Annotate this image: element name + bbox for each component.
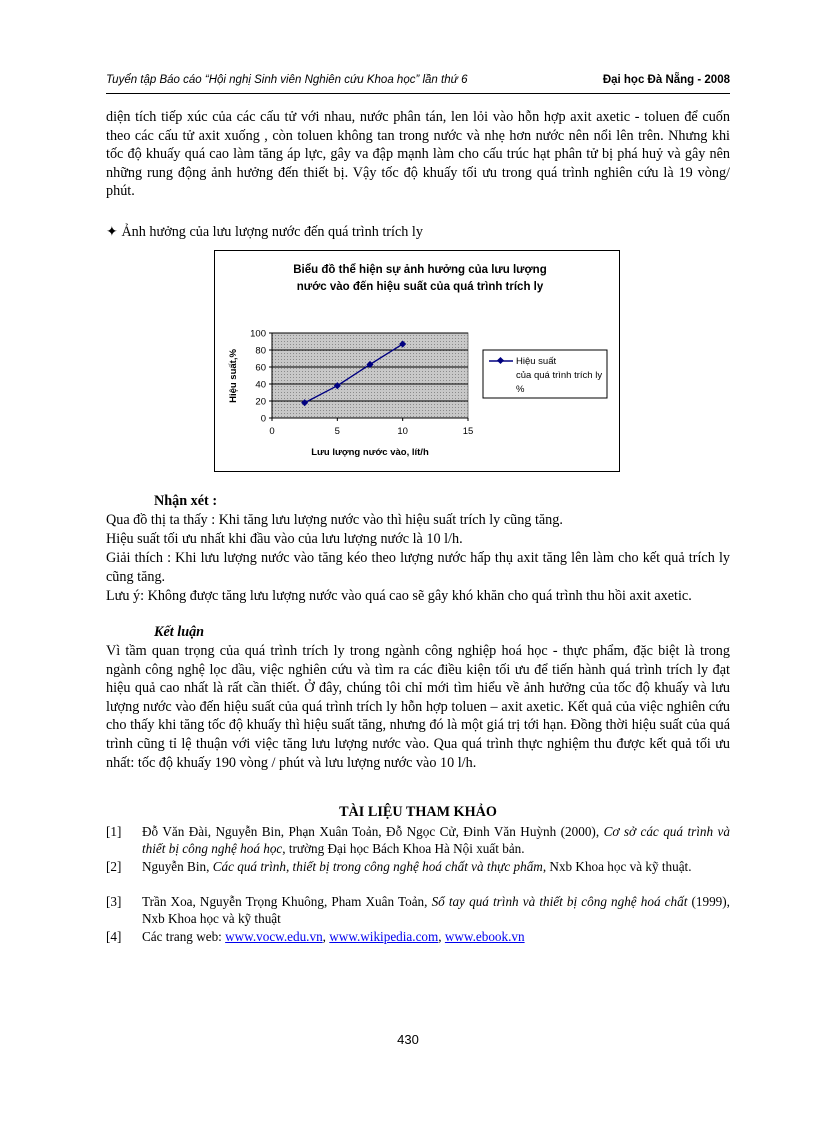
reference-book-title: Cơ sở các quá trình và thiết bị công nghệ hoá học	[142, 824, 730, 856]
reference-link-vocw[interactable]: www.vocw.edu.vn	[225, 929, 323, 944]
legend-label-line2: của quá trình trích ly	[516, 370, 603, 381]
y-tick-label: 40	[255, 379, 266, 391]
link-separator: ,	[438, 929, 445, 944]
x-tick-label: 0	[269, 426, 275, 437]
plot-area	[250, 329, 473, 438]
section-bullet	[106, 224, 423, 241]
bullet-icon: ✦	[106, 224, 118, 240]
reference-web-prefix: Các trang web:	[142, 929, 226, 944]
reference-authors: Nguyễn Bin,	[142, 859, 213, 874]
plot-background	[272, 333, 468, 418]
running-header	[106, 74, 730, 92]
x-tick-label: 15	[462, 426, 474, 437]
legend-label-line1: Hiệu suất	[516, 356, 557, 367]
remark-line-2: Hiệu suất tối ưu nhất khi đầu vào của lưu lượng nước là 10 l/h.	[106, 531, 463, 547]
legend	[483, 350, 607, 398]
chart-title-line1: Biểu đồ thể hiện sự ảnh hưởng của lưu lượng	[293, 264, 547, 276]
reference-authors: Trần Xoa, Nguyễn Trọng Khuông, Pham Xuân Toản,	[142, 894, 432, 909]
reference-publisher: , trường Đại học Bách Khoa Hà Nội xuất bản.	[282, 841, 525, 856]
line-chart	[215, 251, 619, 471]
remarks-title: Nhận xét :	[154, 493, 218, 509]
chart-title-line2: nước vào đến hiệu suất của quá trình trích ly	[296, 281, 544, 293]
page-number: 430	[397, 1032, 419, 1047]
y-tick-label: 0	[260, 413, 266, 425]
x-axis-label: Lưu lượng nước vào, lít/h	[311, 447, 429, 458]
remark-line-3: Giải thích : Khi lưu lượng nước vào tăng kéo theo lượng nước hấp thụ axit tăng lên làm cho kết quả trích ly cũng tăng.	[106, 550, 730, 585]
reference-number: [1]	[106, 824, 122, 839]
reference-number: [3]	[106, 894, 122, 909]
reference-authors: Đỗ Văn Đài, Nguyễn Bin, Phạn Xuân Toản, Đỗ Ngọc Cử, Đinh Văn Huỳnh (2000),	[142, 824, 604, 839]
references-title: TÀI LIỆU THAM KHẢO	[339, 804, 497, 820]
x-tick-label: 5	[334, 426, 340, 437]
reference-link-wikipedia[interactable]: www.wikipedia.com	[329, 929, 439, 944]
reference-publisher: (1999), Nxb Khoa học và kỹ thuật	[142, 894, 730, 926]
reference-item	[106, 823, 730, 857]
y-axis-label: Hiệu suất,%	[228, 349, 239, 403]
header-rule	[106, 93, 730, 94]
y-tick-label: 100	[250, 328, 266, 340]
y-tick-label: 20	[255, 396, 266, 408]
bullet-text: Ảnh hưởng của lưu lượng nước đến quá trình trích ly	[121, 224, 423, 240]
header-conference-title: Tuyển tập Báo cáo “Hội nghị Sinh viên Nghiên cứu Khoa học” lần thứ 6	[106, 74, 468, 86]
reference-number: [4]	[106, 929, 122, 944]
remark-line-4: Lưu ý: Không được tăng lưu lượng nước vào quá cao sẽ gây khó khăn cho quá trình thu hồi axit axetic.	[106, 588, 692, 604]
reference-item	[106, 928, 730, 945]
header-university: Đại học Đà Nẵng - 2008	[602, 74, 730, 86]
reference-item	[106, 893, 730, 927]
reference-book-title: Các quá trình, thiết bị trong công nghệ hoá chất và thực phẩm	[212, 859, 543, 874]
link-separator: ,	[322, 929, 330, 944]
reference-number: [2]	[106, 859, 122, 874]
conclusion-title: Kết luận	[154, 624, 205, 640]
conclusion-paragraph: Vì tầm quan trọng của quá trình trích ly trong ngành công nghiệp hoá học - thực phẩm, đặc biệt là trong ngành công nghệ lọc dầu, việc nghiên cứu và tìm ra các điều kiện tối ưu để tiến hành quá trình trích ly đạt hiệu quả cao nhất là rất cần thiết. Ở đây, chúng tôi chỉ mới tìm hiểu về ảnh hưởng của tốc độ khuấy và lưu lượng nước vào đến hiệu suất của quá trình trích ly hỗn hợp toluen – axit axetic. Kết quả của việc nghiên cứu cho thấy khi tăng tốc độ khuấy thì hiệu suất tăng, nhưng đó là một giá trị tới hạn. Đồng thời hiệu suất của quá trình cũng tỉ lệ thuận với việc tăng lưu lượng nước vào. Qua quá trình thực nghiệm thu được kết quả tối ưu nhất: tốc độ khuấy 190 vòng / phút và lưu lượng nước vào 10 l/h.	[106, 643, 730, 771]
chart-frame	[214, 250, 620, 472]
intro-paragraph: diện tích tiếp xúc của các cấu tử với nhau, nước phân tán, len lỏi vào hỗn hợp axit axetic - toluen để cuốn theo các cấu tử axit xuống , còn toluen không tan trong nước và nhẹ hơn nước nên nổi lên trên. Nhưng khi tốc độ khuấy quá cao làm tăng áp lực, gây va đập mạnh làm cho cấu trúc hạt phân tử bị phá huỷ và gây nên những rung động ảnh hưởng đến thiết bị. Vậy tốc độ khuấy tối ưu trong quá trình nghiên cứu là 19 vòng/ phút.	[106, 109, 730, 200]
reference-item	[106, 858, 730, 875]
remark-line-1: Qua đồ thị ta thấy : Khi tăng lưu lượng nước vào thì hiệu suất trích ly cũng tăng.	[106, 512, 563, 528]
reference-book-title: Sổ tay quá trình và thiết bị công nghệ hoá chất	[431, 894, 688, 909]
y-tick-label: 60	[255, 362, 266, 374]
reference-publisher: , Nxb Khoa học và kỹ thuật.	[542, 859, 692, 874]
y-tick-label: 80	[255, 345, 266, 357]
x-tick-label: 10	[397, 426, 408, 437]
legend-label-line3: %	[516, 384, 525, 395]
reference-link-ebook[interactable]: www.ebook.vn	[444, 929, 525, 944]
